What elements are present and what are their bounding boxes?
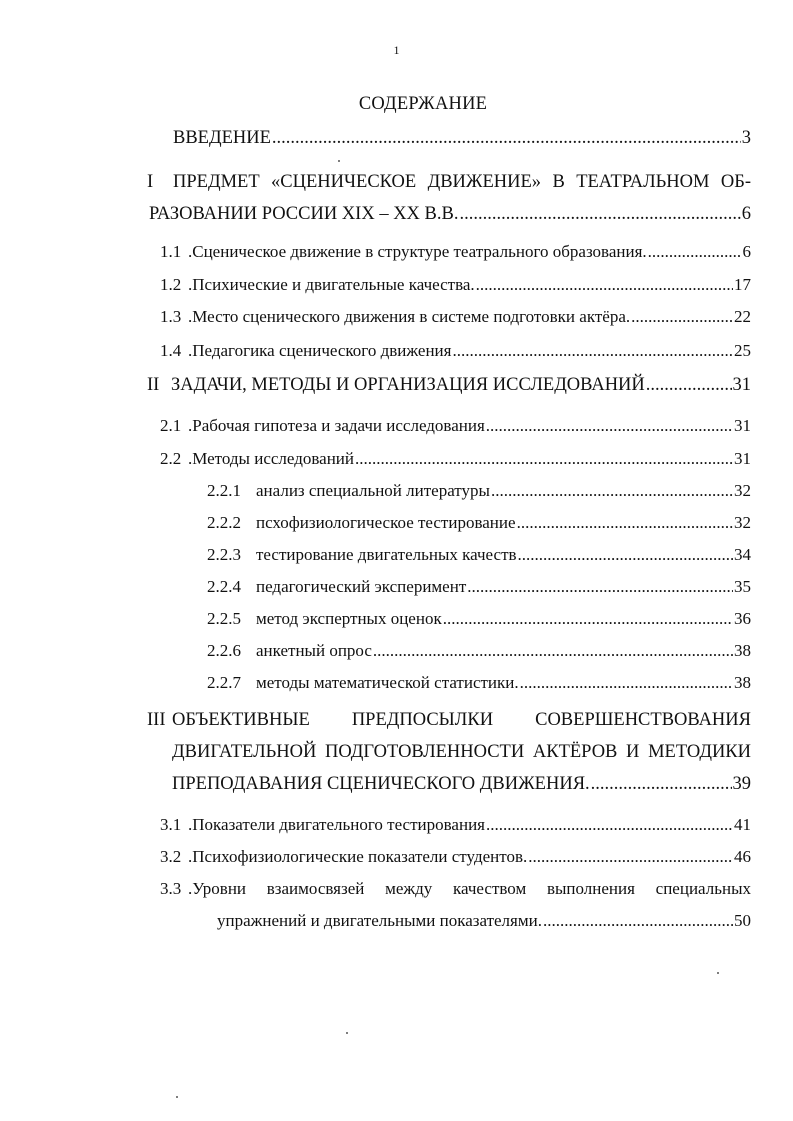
toc-page-number: 31 <box>734 449 751 468</box>
scan-speck <box>338 160 340 162</box>
dot-leader <box>459 204 740 225</box>
section-3-3-title-line-1[interactable]: .Уровни взаимосвязей между качеством выполнения специальных <box>188 879 751 898</box>
section-number: 3.1 <box>160 815 182 834</box>
scan-speck <box>717 972 719 974</box>
toc-entry-section-1-3[interactable] <box>188 307 751 327</box>
toc-page-number: 34 <box>734 545 751 564</box>
toc-entry-section-2-1[interactable] <box>188 416 751 436</box>
subsection-number: 2.2.7 <box>207 673 241 692</box>
toc-entry-subsection-2-2-5[interactable] <box>256 609 751 629</box>
toc-page-number: 6 <box>742 242 751 261</box>
toc-label: .Методы исследований <box>188 449 355 468</box>
toc-entry-section-1-4[interactable] <box>188 341 751 361</box>
subsection-number: 2.2.6 <box>207 641 241 660</box>
dot-leader <box>528 847 733 867</box>
dot-leader <box>491 481 733 501</box>
toc-page-number: 25 <box>734 341 751 360</box>
toc-entry-section-3-1[interactable] <box>188 815 751 835</box>
toc-entry-subsection-2-2-7[interactable] <box>256 673 751 693</box>
toc-page-number: 50 <box>734 911 751 930</box>
dot-leader <box>520 673 733 693</box>
toc-entry-subsection-2-2-2[interactable] <box>256 513 751 533</box>
dot-leader <box>476 275 733 295</box>
toc-page-number: 3 <box>741 128 751 148</box>
toc-label: метод экспертных оценок <box>256 609 442 628</box>
dot-leader <box>467 577 733 597</box>
toc-page-number: 46 <box>734 847 751 866</box>
toc-title: СОДЕРЖАНИЕ <box>358 94 488 114</box>
subsection-number: 2.2.4 <box>207 577 241 596</box>
dot-leader <box>486 416 733 436</box>
toc-label: анкетный опрос <box>256 641 372 660</box>
toc-entry-introduction[interactable] <box>173 128 751 149</box>
toc-label: упражнений и двигательными показателями. <box>217 911 542 930</box>
scan-speck <box>176 1096 178 1098</box>
toc-label: РАЗОВАНИИ РОССИИ XIX – XX В.В. <box>149 204 459 224</box>
toc-page-number: 38 <box>734 673 751 692</box>
chapter-number: I <box>147 172 154 192</box>
toc-entry-subsection-2-2-3[interactable] <box>256 545 751 565</box>
toc-entry-section-3-3[interactable] <box>217 911 751 931</box>
toc-entry-section-2-2[interactable] <box>188 449 751 469</box>
toc-entry-section-1-1[interactable] <box>188 242 751 262</box>
toc-entry-chapter-2[interactable] <box>171 375 751 396</box>
toc-entry-subsection-2-2-1[interactable] <box>256 481 751 501</box>
toc-label: .Психофизиологические показатели студентов. <box>188 847 528 866</box>
subsection-number: 2.2.2 <box>207 513 241 532</box>
chapter-3-title-line-1[interactable]: ОБЪЕКТИВНЫЕ ПРЕДПОСЫЛКИ СОВЕРШЕНСТВОВАНИЯ <box>172 710 751 730</box>
chapter-number: II <box>147 375 160 395</box>
toc-entry-subsection-2-2-6[interactable] <box>256 641 751 661</box>
dot-leader <box>517 513 733 533</box>
dot-leader <box>443 609 733 629</box>
toc-label: ВВЕДЕНИЕ <box>173 128 271 148</box>
dot-leader <box>631 307 733 327</box>
toc-page-number: 39 <box>732 774 751 794</box>
dot-leader <box>373 641 733 661</box>
section-number: 1.4 <box>160 341 182 360</box>
toc-page-number: 22 <box>734 307 751 326</box>
section-number: 1.1 <box>160 242 182 261</box>
toc-label: .Педагогика сценического движения <box>188 341 452 360</box>
dot-leader <box>543 911 733 931</box>
dot-leader <box>591 774 732 795</box>
scan-speck <box>346 1032 348 1034</box>
toc-label: педагогический эксперимент <box>256 577 467 596</box>
toc-page-number: 32 <box>734 513 751 532</box>
toc-entry-section-1-2[interactable] <box>188 275 751 295</box>
toc-entry-chapter-1[interactable] <box>149 204 751 225</box>
toc-page-number: 17 <box>734 275 751 294</box>
toc-label: ПРЕПОДАВАНИЯ СЦЕНИЧЕСКОГО ДВИЖЕНИЯ. <box>172 774 590 794</box>
toc-entry-section-3-2[interactable] <box>188 847 751 867</box>
toc-entry-subsection-2-2-4[interactable] <box>256 577 751 597</box>
subsection-number: 2.2.1 <box>207 481 241 500</box>
toc-label: .Место сценического движения в системе подготовки актёра. <box>188 307 631 326</box>
toc-entry-chapter-3[interactable] <box>172 774 751 795</box>
subsection-number: 2.2.5 <box>207 609 241 628</box>
subsection-number: 2.2.3 <box>207 545 241 564</box>
toc-label: .Рабочая гипотеза и задачи исследования <box>188 416 485 435</box>
toc-page-number: 35 <box>734 577 751 596</box>
page-number: 1 <box>393 43 400 57</box>
toc-label: анализ специальной литературы <box>256 481 490 500</box>
toc-page-number: 41 <box>734 815 751 834</box>
chapter-3-title-line-2[interactable]: ДВИГАТЕЛЬНОЙ ПОДГОТОВЛЕННОСТИ АКТЁРОВ И МЕТОДИКИ <box>172 742 751 762</box>
chapter-1-title-line-1[interactable]: ПРЕДМЕТ «СЦЕНИЧЕСКОЕ ДВИЖЕНИЕ» В ТЕАТРАЛЬНОМ ОБ- <box>173 172 751 192</box>
toc-page-number: 6 <box>741 204 751 224</box>
dot-leader <box>452 341 733 361</box>
section-number: 1.3 <box>160 307 182 326</box>
toc-label: .Показатели двигательного тестирования <box>188 815 485 834</box>
dot-leader <box>646 375 732 396</box>
section-number: 2.2 <box>160 449 182 468</box>
section-number: 3.3 <box>160 879 182 898</box>
toc-page-number: 32 <box>734 481 751 500</box>
toc-page-number: 31 <box>732 375 751 395</box>
chapter-number: III <box>147 710 166 730</box>
toc-label: псхофизиологическое тестирование <box>256 513 516 532</box>
toc-page-number: 31 <box>734 416 751 435</box>
toc-label: ЗАДАЧИ, МЕТОДЫ И ОРГАНИЗАЦИЯ ИССЛЕДОВАНИЙ <box>171 375 645 395</box>
dot-leader <box>355 449 733 469</box>
section-number: 2.1 <box>160 416 182 435</box>
toc-page-number: 36 <box>734 609 751 628</box>
dot-leader <box>518 545 733 565</box>
toc-label: методы математической статистики. <box>256 673 519 692</box>
toc-label: .Сценическое движение в структуре театрального образования. <box>188 242 647 261</box>
dot-leader <box>272 128 741 149</box>
toc-page-number: 38 <box>734 641 751 660</box>
dot-leader <box>486 815 733 835</box>
section-number: 1.2 <box>160 275 182 294</box>
toc-label: тестирование двигательных качеств <box>256 545 517 564</box>
section-number: 3.2 <box>160 847 182 866</box>
toc-label: .Психические и двигательные качества. <box>188 275 475 294</box>
dot-leader <box>648 242 742 262</box>
